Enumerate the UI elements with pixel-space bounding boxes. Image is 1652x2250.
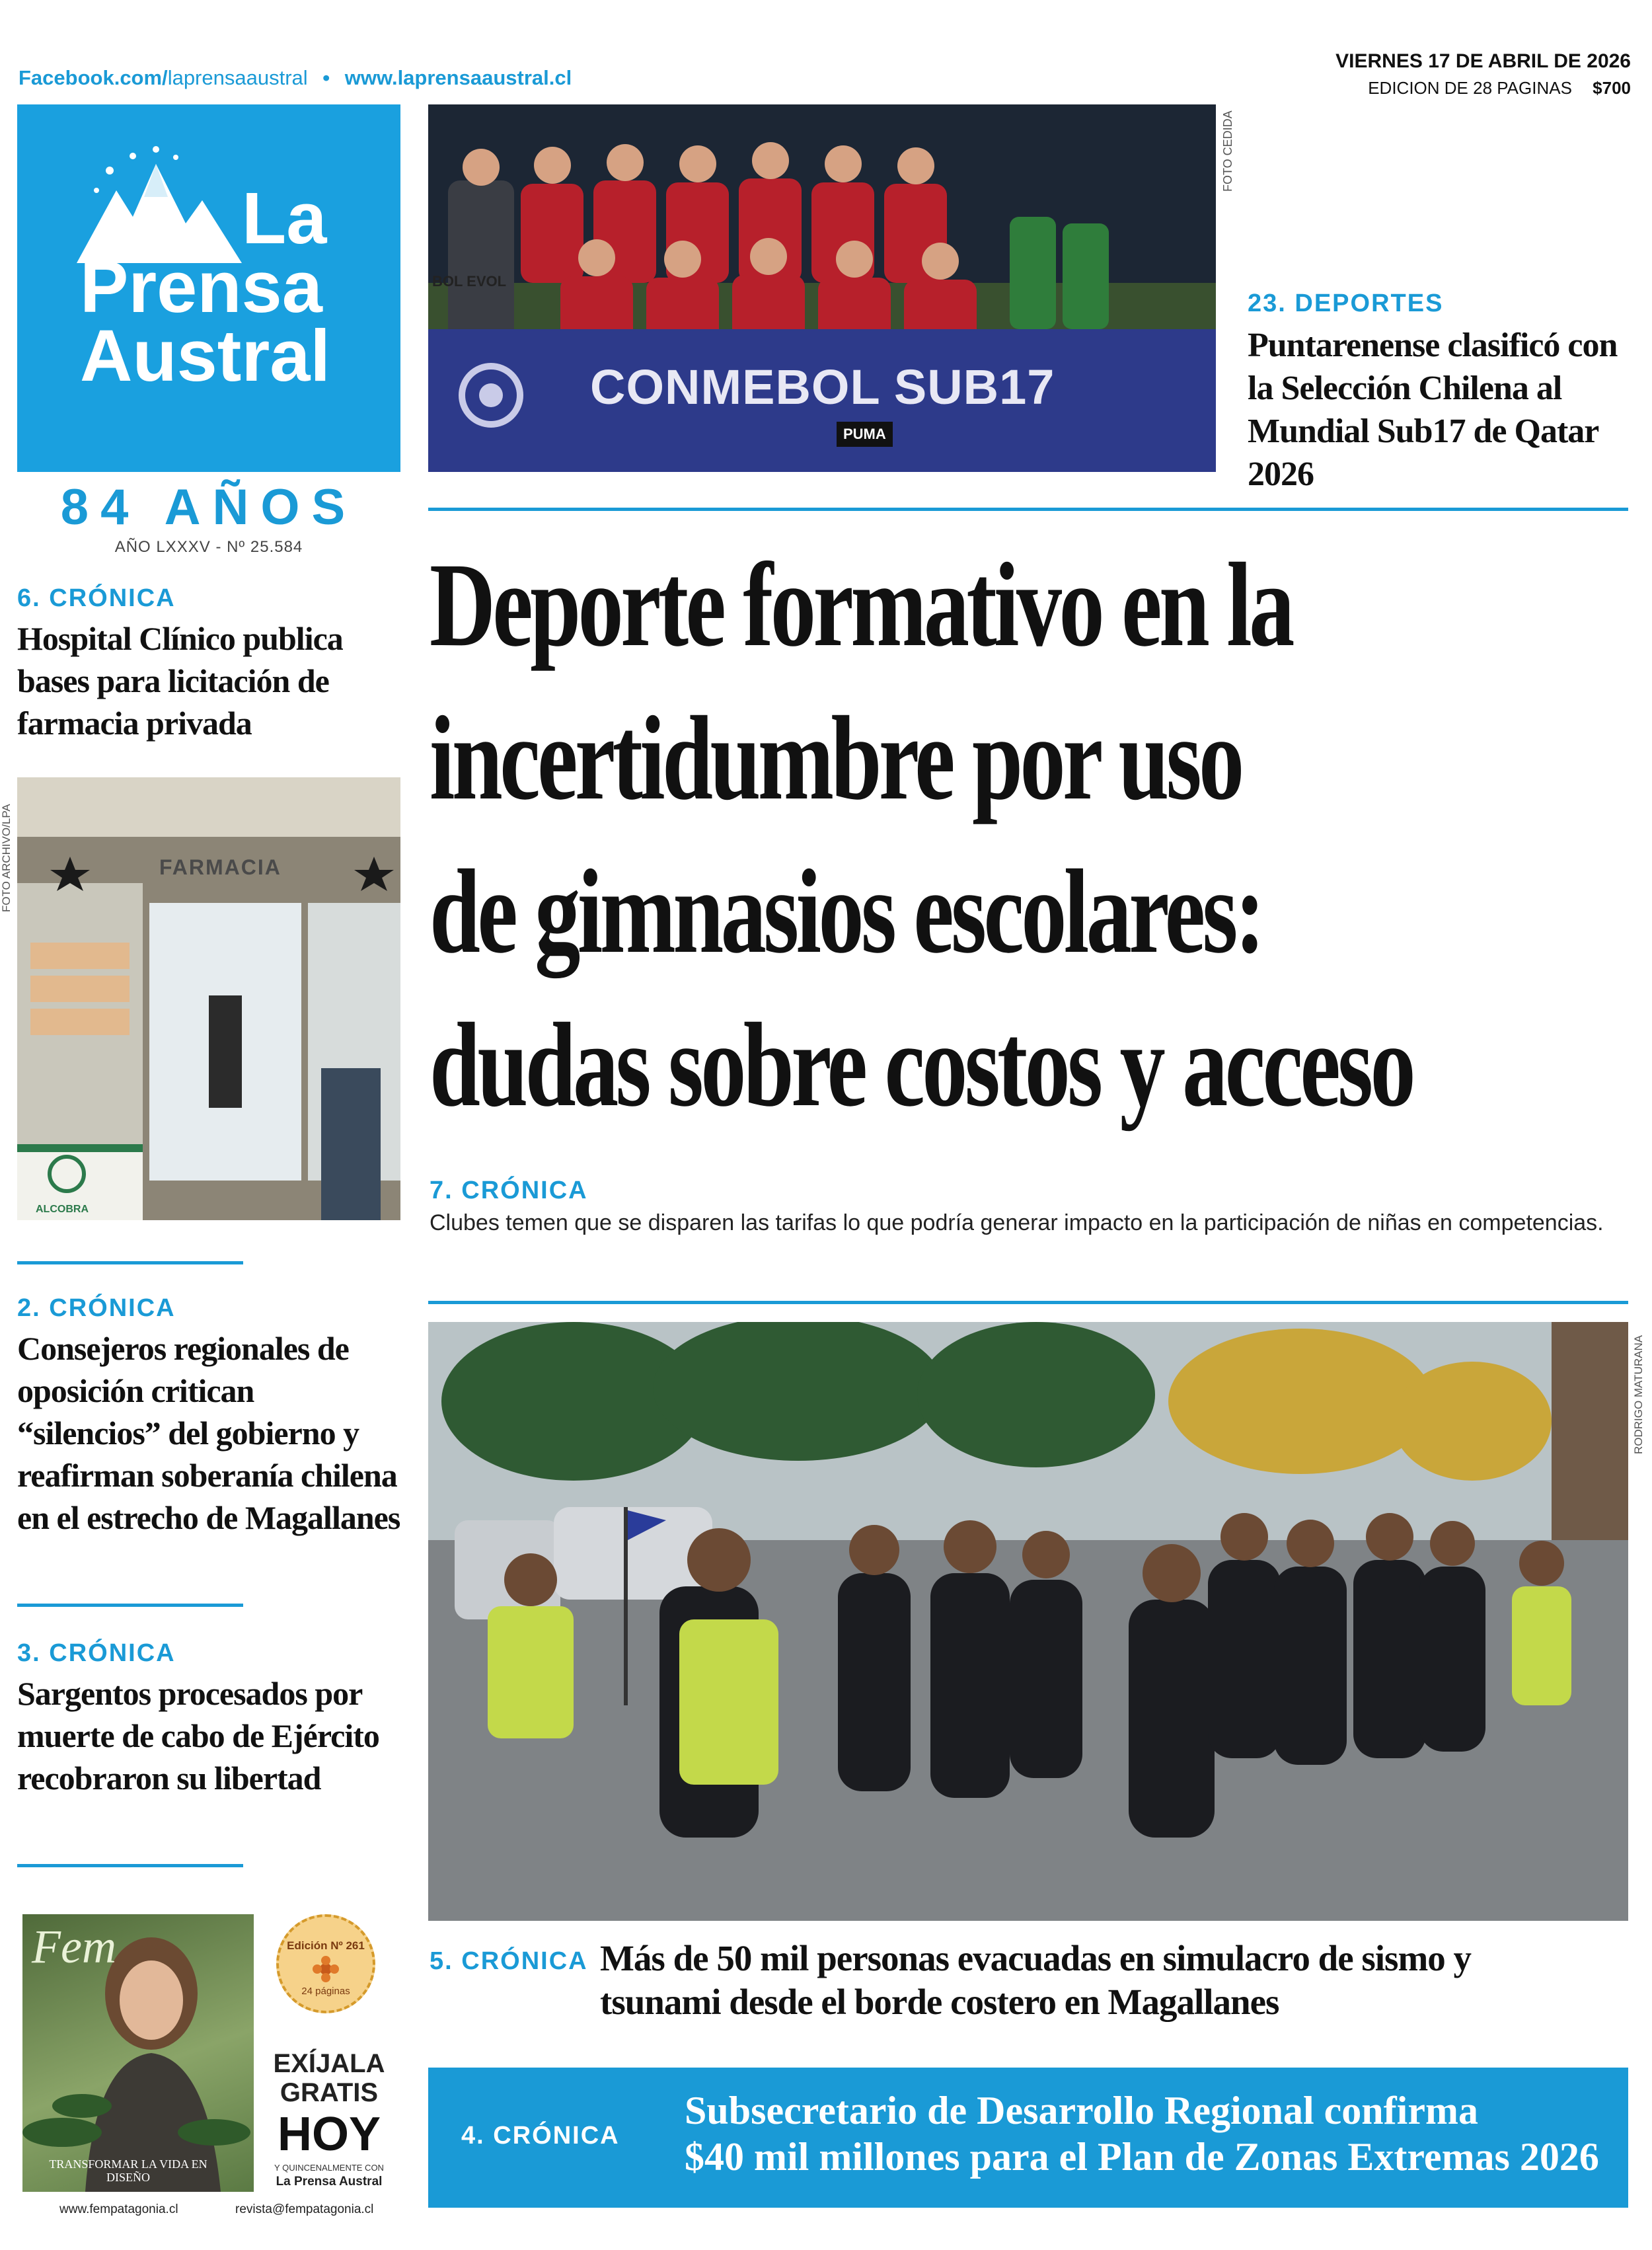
ad-cta-line-3: HOY [277, 2108, 381, 2161]
conmebol-banner-text: CONMEBOL SUB17 [590, 360, 1055, 414]
banner-small-text: BOL EVOL [432, 273, 507, 290]
main-headline-line-1: Deporte formativo en la [430, 539, 1292, 672]
pharmacy-photo-credit: FOTO ARCHIVO/LPA [0, 804, 13, 912]
date-line: VIERNES 17 DE ABRIL DE 2026 [1335, 50, 1631, 72]
edition-seal [276, 1914, 375, 2013]
sidebar-story3-headline[interactable]: Sargentos procesados por muerte de cabo de Ejército recobraron su libertad [17, 1675, 379, 1797]
seal-edition: Edición Nº 261 [287, 1939, 365, 1952]
ad-with-paper: La Prensa Austral [276, 2175, 383, 2189]
ad-cta-line-2: GRATIS [280, 2078, 379, 2107]
pharmacy-photo [17, 777, 400, 1220]
ad-footer-right[interactable]: revista@fempatagonia.cl [235, 2202, 374, 2216]
evacuation-headline[interactable]: Más de 50 mil personas evacuadas en simulacro de sismo y tsunami desde el borde costero en Magallanes [600, 1938, 1472, 2022]
edition-line [1368, 78, 1631, 98]
masthead-line-3: Austral [80, 315, 330, 397]
pharmacy-storefront-illustration [17, 777, 400, 1220]
sports-divider [428, 508, 1628, 511]
team-players-illustration [428, 104, 1216, 472]
sidebar-story1-section[interactable]: 6. CRÓNICA [17, 584, 176, 612]
website-link[interactable]: www.laprensaaustral.cl [344, 66, 572, 89]
sports-headline[interactable]: Puntarenense clasificó con la Selección Chilena al Mundial Sub17 de Qatar 2026 [1248, 327, 1618, 493]
puma-logo: PUMA [837, 422, 893, 447]
facebook-link[interactable]: Facebook.com/laprensaaustral [19, 66, 308, 89]
bottom-banner-headline-1: Subsecretario de Desarrollo Regional confirma [685, 2089, 1478, 2132]
pharmacy-sign: FARMACIA [159, 855, 282, 879]
main-headline-line-2: incertidumbre por uso [430, 692, 1242, 825]
masthead-line-1: La [242, 178, 327, 259]
sports-section-label[interactable]: 23. DEPORTES [1248, 290, 1444, 317]
sidebar-divider-1 [17, 1261, 243, 1264]
sports-team-photo [428, 104, 1216, 472]
anniversary: 84 AÑOS [60, 479, 357, 535]
seal-extra: 24 páginas [301, 1986, 350, 1997]
bottom-banner-headline-2: $40 mil millones para el Plan de Zonas Extremas 2026 [685, 2135, 1599, 2179]
sidebar-story3-section[interactable]: 3. CRÓNICA [17, 1639, 176, 1667]
evacuation-photo [428, 1322, 1628, 1921]
bottom-banner-section: 4. CRÓNICA [461, 2122, 620, 2150]
evacuation-photo-credit: RODRIGO MATURANA [1632, 1335, 1645, 1454]
main-section-label[interactable]: 7. CRÓNICA [430, 1177, 588, 1204]
ball-logo-icon [455, 359, 527, 432]
ad-footer-left[interactable]: www.fempatagonia.cl [59, 2202, 178, 2216]
magazine-cover [22, 1914, 254, 2192]
evacuation-crowd-illustration [428, 1322, 1628, 1921]
fem-magazine-ad[interactable] [17, 1910, 400, 2224]
evacuation-section-label[interactable]: 5. CRÓNICA [430, 1947, 588, 1975]
masthead-logo[interactable] [17, 104, 400, 472]
main-headline-line-4: dudas sobre costos y acceso [430, 999, 1413, 1132]
price: $700 [1593, 78, 1631, 98]
bottom-banner[interactable] [428, 2068, 1628, 2208]
sidebar-story2-headline[interactable]: Consejeros regionales de oposición critican “silencios” del gobierno y reafirman soberanía chilena en el estrecho de Magallanes [17, 1330, 400, 1536]
ad-cta-line-1: EXÍJALA [273, 2049, 385, 2078]
sidebar-divider-3 [17, 1864, 243, 1867]
masthead-line-2: Prensa [80, 247, 322, 328]
sidebar-story1-headline[interactable]: Hospital Clínico publica bases para licitación de farmacia privada [17, 620, 343, 742]
main-headline-line-3: de gimnasios escolares: [430, 845, 1263, 978]
sidebar-divider-2 [17, 1604, 243, 1607]
ad-with-line: Y QUINCENALMENTE CON [274, 2163, 384, 2173]
social-links [19, 66, 572, 90]
main-divider [428, 1301, 1628, 1304]
main-headline[interactable] [430, 529, 1413, 1142]
sports-photo-credit: FOTO CEDIDA [1221, 110, 1234, 192]
magazine-title: Fem [32, 1920, 116, 1973]
magazine-cover-line: TRANSFORMAR LA VIDA EN DISEÑO [49, 2157, 207, 2184]
main-summary: Clubes temen que se disparen las tarifas lo que podría generar impacto en la participación de niñas en competencias. [430, 1210, 1604, 1235]
volume-number: AÑO LXXXV - Nº 25.584 [114, 538, 303, 556]
flower-icon [312, 1955, 340, 1983]
pharmacy-brand: ALCOBRA [36, 1204, 89, 1215]
bullet-separator: • [322, 66, 330, 89]
edition-pages: EDICION DE 28 PAGINAS [1368, 78, 1572, 98]
sidebar-story2-section[interactable]: 2. CRÓNICA [17, 1294, 176, 1322]
